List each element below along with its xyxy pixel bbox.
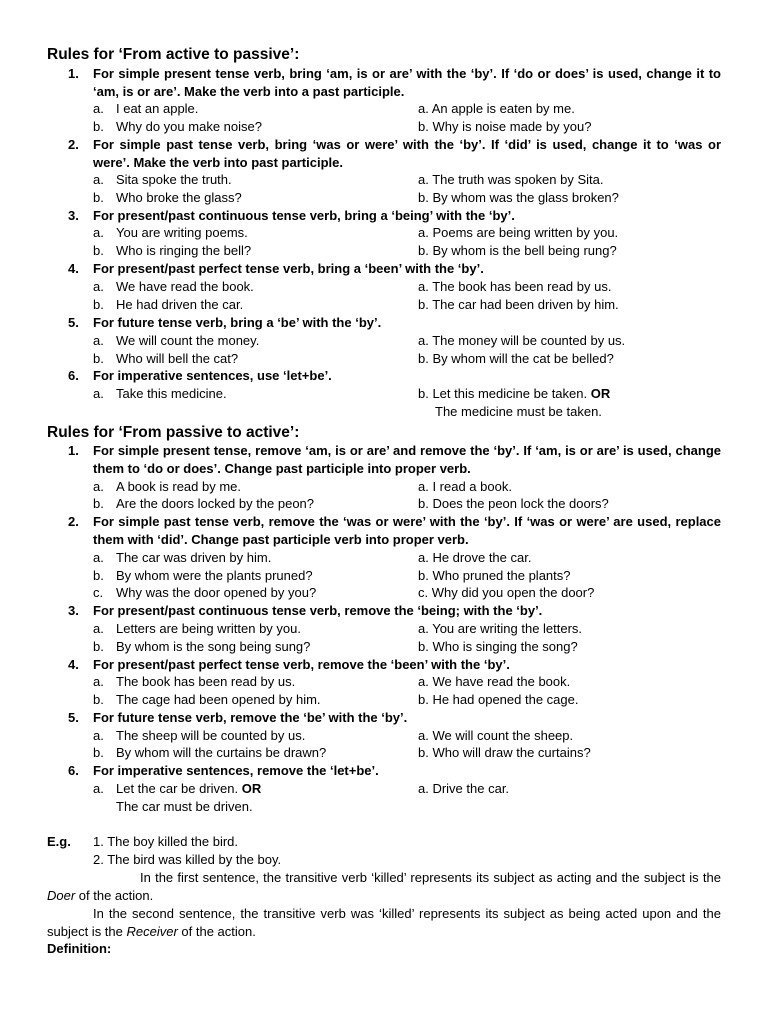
example-active-text: Letters are being written by you.: [116, 621, 301, 636]
eg-paragraph-2-a: In the second sentence, the transitive verb was ‘killed’ represents its subject as being acted upon and the subject is the: [47, 906, 721, 939]
example-active-text: Take this medicine.: [116, 386, 227, 401]
example-letter: b.: [93, 639, 104, 654]
example-letter: a.: [93, 728, 104, 743]
eg-paragraph-1: [47, 869, 721, 905]
example-passive: b. He had opened the cage.: [418, 692, 579, 707]
rule-item: [68, 367, 721, 385]
example-active-text: The sheep will be counted by us.: [116, 728, 306, 743]
example-active-text: We will count the money.: [116, 333, 260, 348]
rule-number: 4.: [68, 261, 79, 276]
example-active: [93, 691, 321, 709]
example-passive: [418, 385, 610, 403]
example-active-text: Why do you make noise?: [116, 119, 262, 134]
eg-paragraph-2: [47, 905, 721, 941]
example-letter: b.: [93, 692, 104, 707]
eg-label: E.g.: [47, 834, 71, 849]
example-letter: a.: [93, 550, 104, 565]
example-passive: a. An apple is eaten by me.: [418, 101, 575, 116]
example-active: [93, 332, 259, 350]
rule-number: 5.: [68, 710, 79, 725]
example-active: [93, 385, 227, 403]
eg-sentence-1: 1. The boy killed the bird.: [93, 834, 239, 849]
rule-item: [68, 314, 721, 332]
example-passive: b. Who will draw the curtains?: [418, 745, 591, 760]
example-letter: a.: [93, 333, 104, 348]
rule-number: 3.: [68, 603, 79, 618]
example-letter: a.: [93, 386, 104, 401]
example-passive: a. Poems are being written by you.: [418, 225, 619, 240]
example-active-text: Are the doors locked by the peon?: [116, 496, 315, 511]
rule-item: [68, 136, 721, 172]
rule-text: For present/past continuous tense verb, remove the ‘being; with the ‘by’.: [93, 603, 543, 618]
eg-sentence-2: 2. The bird was killed by the boy.: [93, 852, 282, 867]
example-passive: a. The money will be counted by us.: [418, 333, 626, 348]
rule-text: For future tense verb, remove the ‘be’ with the ‘by’.: [93, 710, 408, 725]
example-passive: a. We will count the sheep.: [418, 728, 574, 743]
example-passive: a. I read a book.: [418, 479, 512, 494]
example-active: [93, 727, 305, 745]
example-active: [93, 478, 241, 496]
rule-number: 2.: [68, 514, 79, 529]
rule-item: [68, 442, 721, 478]
example-letter: b.: [93, 243, 104, 258]
eg-paragraph-2-b: of the action.: [177, 923, 256, 939]
rule-number: 1.: [68, 66, 79, 81]
rule-item: [68, 762, 721, 780]
rule-item: [68, 260, 721, 278]
example-passive: b. Who pruned the plants?: [418, 568, 571, 583]
example-passive: a. Drive the car.: [418, 781, 510, 796]
rule-number: 2.: [68, 137, 79, 152]
rule-number: 3.: [68, 208, 79, 223]
section-heading-active-to-passive: Rules for ‘From active to passive’:: [47, 46, 300, 63]
example-active: [93, 171, 232, 189]
example-active: [93, 780, 261, 798]
example-letter: c.: [93, 585, 104, 600]
or-keyword: OR: [241, 781, 262, 796]
example-passive: b. By whom is the bell being rung?: [418, 243, 617, 258]
rule-item: [68, 602, 721, 620]
eg-paragraph-2-receiver: Receiver: [126, 923, 178, 939]
section-heading-passive-to-active: Rules for ‘From passive to active’:: [47, 424, 300, 441]
rule-text: For present/past continuous tense verb, bring a ‘being’ with the ‘by’.: [93, 208, 515, 223]
example-letter: b.: [93, 297, 104, 312]
example-active-text: He had driven the car.: [116, 297, 244, 312]
example-letter: b.: [93, 496, 104, 511]
definition-label: Definition:: [47, 941, 112, 956]
example-active-text: Who is ringing the bell?: [116, 243, 252, 258]
rule-number: 6.: [68, 368, 79, 383]
example-letter: a.: [93, 781, 104, 796]
rule-item: [68, 65, 721, 101]
example-passive: a. The truth was spoken by Sita.: [418, 172, 604, 187]
example-active-text: Sita spoke the truth.: [116, 172, 232, 187]
example-active: [93, 495, 314, 513]
rule-text: For simple past tense verb, remove the ‘was or were’ with the ‘by’. If ‘was or were’ are used, replace them with ‘did’. Change past participle verb into proper verb.: [93, 514, 721, 547]
example-letter: b.: [93, 351, 104, 366]
rule-item: [68, 709, 721, 727]
example-letter: a.: [93, 621, 104, 636]
rule-item: [68, 207, 721, 225]
example-active: [93, 350, 238, 368]
example-letter: b.: [93, 745, 104, 760]
example-passive: b. Who is singing the song?: [418, 639, 578, 654]
example-active: [93, 100, 198, 118]
example-letter: b.: [93, 568, 104, 583]
rule-text: For imperative sentences, remove the ‘let+be’.: [93, 763, 379, 778]
example-passive: b. Does the peon lock the doors?: [418, 496, 609, 511]
example-active: [93, 296, 243, 314]
eg-paragraph-1-doer: Doer: [47, 887, 76, 903]
example-active-text: I eat an apple.: [116, 101, 199, 116]
example-passive: b. By whom will the cat be belled?: [418, 351, 614, 366]
example-active: [93, 278, 254, 296]
example-active: [93, 744, 326, 762]
example-active-text: By whom will the curtains be drawn?: [116, 745, 327, 760]
example-active-text: We have read the book.: [116, 279, 254, 294]
example-letter: a.: [93, 674, 104, 689]
example-active-text: Who will bell the cat?: [116, 351, 239, 366]
rule-text: For present/past perfect tense verb, bring a ‘been’ with the ‘by’.: [93, 261, 484, 276]
example-active-text: By whom is the song being sung?: [116, 639, 311, 654]
rule-number: 1.: [68, 443, 79, 458]
rule-text: For simple past tense verb, bring ‘was or were’ with the ‘by’. If ‘did’ is used, change it to ‘was or were’. Make the verb into past participle.: [93, 137, 721, 170]
eg-paragraph-1-b: of the action.: [75, 887, 154, 903]
example-passive: a. You are writing the letters.: [418, 621, 583, 636]
example-active-text: The car was driven by him.: [116, 550, 272, 565]
example-active: [93, 567, 313, 585]
rule-text: For imperative sentences, use ‘let+be’.: [93, 368, 332, 383]
example-letter: a.: [93, 225, 104, 240]
example-passive: c. Why did you open the door?: [418, 585, 595, 600]
example-active: [93, 189, 242, 207]
rule-text: For simple present tense verb, bring ‘am, is or are’ with the ‘by’. If ‘do or does’ is used, change it to ‘am, is or are’. Make the verb into a past participle.: [93, 66, 721, 99]
example-passive-alt: The medicine must be taken.: [435, 404, 602, 419]
example-active-text: The cage had been opened by him.: [116, 692, 321, 707]
example-passive: a. We have read the book.: [418, 674, 571, 689]
example-passive: b. By whom was the glass broken?: [418, 190, 619, 205]
example-active-text: A book is read by me.: [116, 479, 242, 494]
example-active-text: Who broke the glass?: [116, 190, 242, 205]
rule-number: 6.: [68, 763, 79, 778]
rule-text: For present/past perfect tense verb, remove the ‘been’ with the ‘by’.: [93, 657, 510, 672]
example-active-text: Why was the door opened by you?: [116, 585, 317, 600]
rule-number: 4.: [68, 657, 79, 672]
example-active: [93, 549, 271, 567]
example-passive: b. The car had been driven by him.: [418, 297, 619, 312]
example-active: [93, 242, 251, 260]
rule-item: [68, 656, 721, 674]
or-keyword: OR: [590, 386, 611, 401]
example-passive: a. He drove the car.: [418, 550, 532, 565]
example-passive-text: b. Let this medicine be taken.: [418, 386, 588, 401]
example-active: [93, 638, 310, 656]
rule-text: For simple present tense, remove ‘am, is or are’ and remove the ‘by’. If ‘am, is or are’ is used, change them to ‘do or does’. Change past participle into proper verb.: [93, 443, 721, 476]
eg-paragraph-1-a: In the first sentence, the transitive verb ‘killed’ represents its subject as acting and the subject is the: [140, 870, 721, 885]
example-active-text: The book has been read by us.: [116, 674, 296, 689]
rule-number: 5.: [68, 315, 79, 330]
example-letter: b.: [93, 190, 104, 205]
example-active-text: By whom were the plants pruned?: [116, 568, 313, 583]
example-passive: a. The book has been read by us.: [418, 279, 612, 294]
rule-item: [68, 513, 721, 549]
example-letter: a.: [93, 479, 104, 494]
example-letter: a.: [93, 279, 104, 294]
example-passive: b. Why is noise made by you?: [418, 119, 592, 134]
example-letter: a.: [93, 101, 104, 116]
example-letter: a.: [93, 172, 104, 187]
example-active: [93, 224, 248, 242]
example-active: [93, 620, 301, 638]
example-active-text: Let the car be driven.: [116, 781, 239, 796]
example-letter: b.: [93, 119, 104, 134]
example-active: [93, 673, 295, 691]
example-active-alt: The car must be driven.: [116, 799, 253, 814]
example-active: [93, 118, 262, 136]
example-active: [93, 584, 316, 602]
example-active-text: You are writing poems.: [116, 225, 248, 240]
rule-text: For future tense verb, bring a ‘be’ with the ‘by’.: [93, 315, 382, 330]
